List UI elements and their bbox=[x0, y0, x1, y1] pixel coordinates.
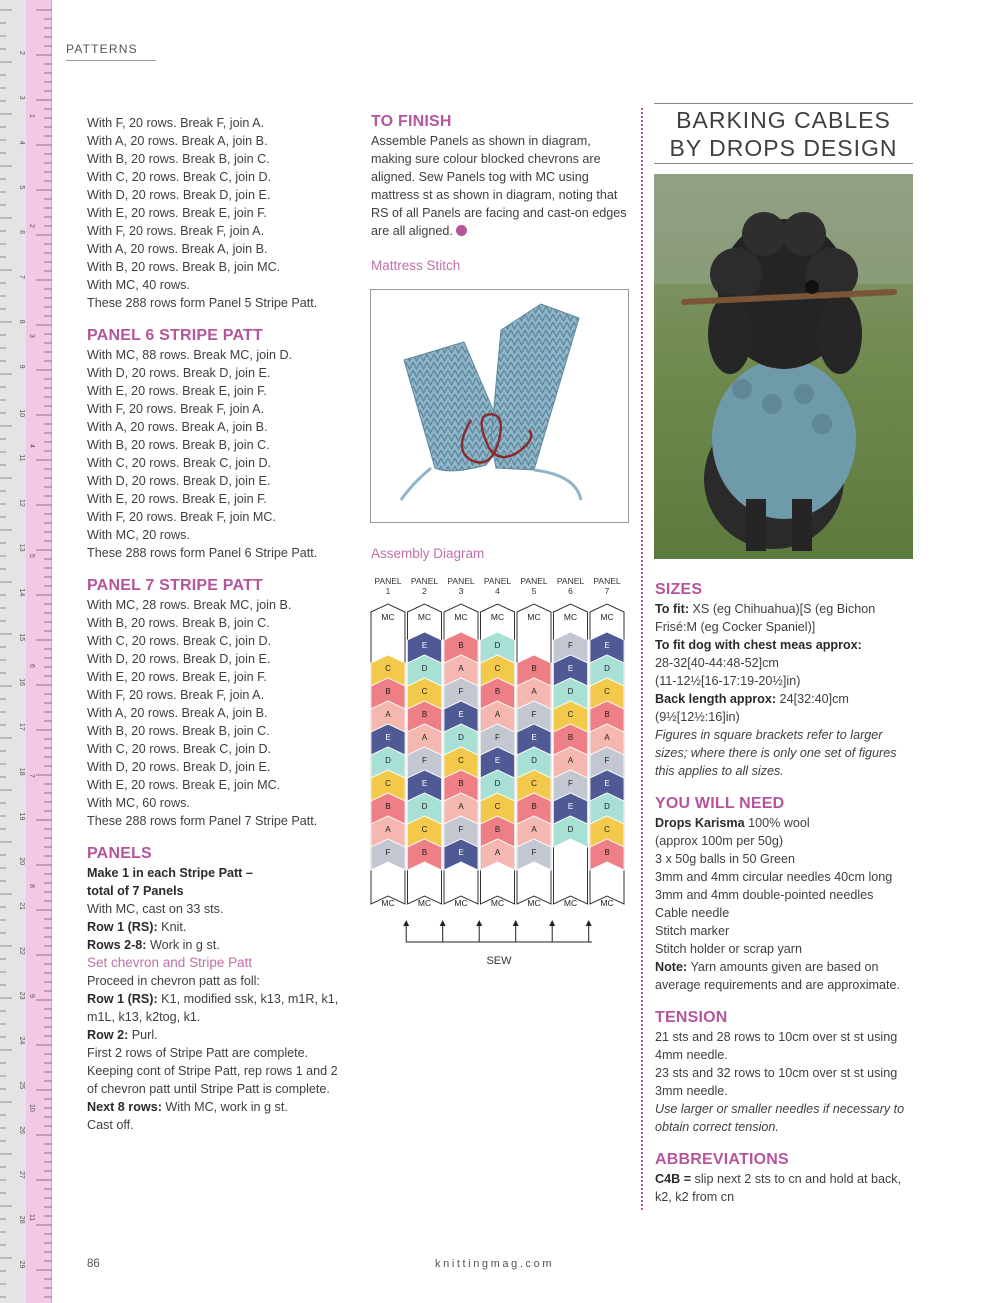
panels-instruction-1: Make 1 in each Stripe Patt – bbox=[87, 866, 253, 880]
panel-label: PANEL bbox=[483, 576, 512, 586]
chevron-label: D bbox=[494, 641, 501, 650]
ruler-inch-number: 8 bbox=[28, 884, 35, 888]
ruler-number: 3 bbox=[18, 95, 25, 100]
ruler-inch-number: 1 bbox=[28, 114, 35, 118]
stripe-line: With E, 20 rows. Break E, join F. bbox=[87, 206, 267, 220]
chevron-label: C bbox=[421, 687, 428, 696]
chevron-label: B bbox=[604, 848, 610, 857]
ruler-inch-number: 7 bbox=[28, 774, 35, 778]
stripe-line: With A, 20 rows. Break A, join B. bbox=[87, 134, 268, 148]
panel7-heading: PANEL 7 STRIPE PATT bbox=[87, 577, 263, 594]
chevron-label: B bbox=[458, 779, 464, 788]
chevron-label: F bbox=[604, 756, 610, 765]
ruler-number: 24 bbox=[18, 1036, 25, 1045]
ruler-inch-number: 10 bbox=[28, 1104, 35, 1112]
chevron-label: F bbox=[531, 710, 537, 719]
chevron-label: C bbox=[494, 802, 501, 811]
panel-bottom-mc: MC bbox=[490, 898, 505, 908]
needs-list bbox=[655, 850, 917, 958]
chevron-label: D bbox=[531, 756, 537, 765]
end-mark-icon bbox=[456, 225, 467, 236]
abbr-text: slip next 2 sts to cn and hold at back, k2, k2 from cn bbox=[655, 1172, 902, 1204]
stripe-line: With C, 20 rows. Break C, join D. bbox=[87, 456, 272, 470]
sew-arrowhead bbox=[476, 920, 482, 926]
ruler-number: 13 bbox=[18, 543, 25, 552]
chevron-label: A bbox=[531, 687, 537, 696]
ruler-inch-number: 9 bbox=[28, 994, 35, 998]
ruler-number: 25 bbox=[18, 1081, 25, 1090]
panel-number: 5 bbox=[531, 586, 537, 596]
panel-number: 6 bbox=[568, 586, 573, 596]
panel-bottom-mc: MC bbox=[563, 898, 578, 908]
ruler-number: 15 bbox=[18, 633, 25, 642]
sizes-heading: SIZES bbox=[655, 581, 703, 598]
sew-label: SEW bbox=[486, 955, 512, 967]
chevron-label: B bbox=[385, 687, 391, 696]
chevron-label: D bbox=[604, 802, 610, 811]
tension-2: 23 sts and 32 rows to 10cm over st st using 3mm needle. bbox=[655, 1066, 898, 1098]
chest-cm: 28-32[40-44:48-52]cm bbox=[655, 656, 779, 670]
sew-arrowhead bbox=[440, 920, 446, 926]
back-length bbox=[655, 690, 917, 708]
ruler-number: 2 bbox=[18, 51, 25, 55]
stripe-line: With MC, 40 rows. bbox=[87, 278, 190, 292]
panel-bottom-mc: MC bbox=[417, 898, 432, 908]
panel-label: PANEL bbox=[410, 576, 439, 586]
ruler-number: 12 bbox=[18, 499, 25, 507]
panel6-heading: PANEL 6 STRIPE PATT bbox=[87, 327, 263, 344]
chevron-label: E bbox=[421, 779, 428, 788]
chevron-label: D bbox=[385, 756, 391, 765]
chevron-label: B bbox=[494, 687, 501, 696]
panel-bottom-mc: MC bbox=[600, 898, 614, 908]
rows28-line bbox=[87, 936, 349, 954]
chevron-label: E bbox=[567, 802, 574, 811]
dog-photo bbox=[654, 174, 913, 559]
next8-label: Next 8 rows: bbox=[87, 1100, 162, 1114]
chevron-label: D bbox=[421, 802, 428, 811]
chevron-label: F bbox=[568, 779, 573, 788]
column-middle bbox=[371, 112, 633, 240]
panel-bottom-mc: MC bbox=[454, 898, 468, 908]
stripe-line: With B, 20 rows. Break B, join C. bbox=[87, 724, 270, 738]
stripe-line: With MC, 60 rows. bbox=[87, 796, 190, 810]
stripe-line: With MC, 20 rows. bbox=[87, 528, 190, 542]
needs-item: Cable needle bbox=[655, 906, 730, 920]
chevron-label: C bbox=[531, 779, 537, 788]
chevron-label: F bbox=[495, 733, 500, 742]
chevron-label: F bbox=[422, 756, 427, 765]
abbr-c4b bbox=[655, 1170, 917, 1206]
tension-heading: TENSION bbox=[655, 1009, 728, 1026]
rows28-text: Work in g st. bbox=[146, 938, 220, 952]
stripe-line: With F, 20 rows. Break F, join A. bbox=[87, 116, 265, 130]
panel-top-mc: MC bbox=[490, 612, 505, 622]
ruler-number: 16 bbox=[18, 678, 25, 686]
column-left bbox=[87, 114, 349, 1134]
assembly-diagram-svg bbox=[368, 572, 630, 972]
ruler-number: 18 bbox=[18, 767, 25, 776]
chevron-label: E bbox=[604, 779, 610, 788]
stripe-line: These 288 rows form Panel 7 Stripe Patt. bbox=[87, 814, 318, 828]
ruler-inch-number: 11 bbox=[28, 1214, 35, 1222]
castoff-text: Cast off. bbox=[87, 1118, 134, 1132]
ruler-number: 7 bbox=[18, 275, 25, 279]
back-cm: 24[32:40]cm bbox=[776, 692, 849, 706]
next8-line bbox=[87, 1098, 349, 1116]
abbr-label: C4B = bbox=[655, 1172, 692, 1186]
panel-number: 1 bbox=[385, 586, 391, 596]
crow2-text: Purl. bbox=[128, 1028, 158, 1042]
back-in: (9½[12½:16]in) bbox=[655, 710, 740, 724]
ruler-number: 8 bbox=[18, 319, 25, 324]
ruler-inch-number: 6 bbox=[28, 664, 35, 668]
sew-arrowhead bbox=[549, 920, 555, 926]
to-finish-text bbox=[371, 132, 633, 240]
panel-label: PANEL bbox=[593, 576, 621, 586]
panel-label: PANEL bbox=[556, 576, 585, 586]
chevron-row2 bbox=[87, 1026, 349, 1044]
stripe-line: With B, 20 rows. Break B, join C. bbox=[87, 152, 270, 166]
dog-photo-svg bbox=[654, 174, 913, 559]
ruler-number: 4 bbox=[18, 140, 25, 145]
stripe-line: With F, 20 rows. Break F, join A. bbox=[87, 402, 265, 416]
stripe-line: With D, 20 rows. Break D, join E. bbox=[87, 188, 271, 202]
stripe-line: With C, 20 rows. Break C, join D. bbox=[87, 170, 272, 184]
ruler-number: 22 bbox=[18, 947, 25, 955]
stripe-line: With A, 20 rows. Break A, join B. bbox=[87, 420, 268, 434]
ruler-number: 29 bbox=[18, 1260, 25, 1269]
proceed-text: Proceed in chevron patt as foll: bbox=[87, 974, 260, 988]
section-header: PATTERNS bbox=[66, 42, 156, 61]
chevron-label: B bbox=[385, 802, 391, 811]
chevron-label: A bbox=[421, 733, 428, 742]
chevron-label: E bbox=[567, 664, 574, 673]
chevron-label: A bbox=[458, 664, 464, 673]
chevron-label: D bbox=[604, 664, 610, 673]
stripe-line: With A, 20 rows. Break A, join B. bbox=[87, 706, 268, 720]
chevron-label: B bbox=[604, 710, 610, 719]
chevron-label: B bbox=[567, 733, 574, 742]
chevron-label: D bbox=[421, 664, 428, 673]
row1-line bbox=[87, 918, 349, 936]
stripe-line: With MC, 28 rows. Break MC, join B. bbox=[87, 598, 292, 612]
panel-number: 2 bbox=[422, 586, 427, 596]
chevron-label: D bbox=[567, 825, 574, 834]
ruler-number: 5 bbox=[18, 185, 25, 190]
back-label: Back length approx: bbox=[655, 692, 777, 706]
yarn-fibre: 100% wool bbox=[744, 816, 810, 830]
chevron-label: C bbox=[604, 825, 610, 834]
ruler-number: 26 bbox=[18, 1126, 25, 1134]
row1-text: Knit. bbox=[157, 920, 187, 934]
first2-text: First 2 rows of Stripe Patt are complete. bbox=[87, 1046, 309, 1060]
stripe-line: With F, 20 rows. Break F, join A. bbox=[87, 688, 265, 702]
needs-item: 3mm and 4mm circular needles 40cm long bbox=[655, 870, 893, 884]
abbreviations-heading: ABBREVIATIONS bbox=[655, 1151, 789, 1168]
pattern-title-line2: BY DROPS DESIGN bbox=[669, 135, 898, 161]
chevron-label: A bbox=[604, 733, 610, 742]
pattern-title-line1: BARKING CABLES bbox=[676, 107, 891, 133]
note-label: Note: bbox=[655, 960, 688, 974]
stripe-line: With D, 20 rows. Break D, join E. bbox=[87, 474, 271, 488]
needs-item: 3mm and 4mm double-pointed needles bbox=[655, 888, 874, 902]
sew-arrowhead bbox=[586, 920, 592, 926]
chevron-label: A bbox=[385, 710, 391, 719]
panel-top-mc: MC bbox=[381, 612, 395, 622]
row1-label: Row 1 (RS): bbox=[87, 920, 158, 934]
tension-note: Use larger or smaller needles if necessary to obtain correct tension. bbox=[655, 1102, 905, 1134]
chevron-subheading: Set chevron and Stripe Patt bbox=[87, 955, 253, 970]
ruler-number: 27 bbox=[18, 1171, 25, 1179]
panel5-stripe-lines bbox=[87, 114, 349, 312]
stripe-line: With E, 20 rows. Break E, join F. bbox=[87, 492, 267, 506]
needs-item: 3 x 50g balls in 50 Green bbox=[655, 852, 796, 866]
chevron-label: C bbox=[604, 687, 610, 696]
stripe-line: With C, 20 rows. Break C, join D. bbox=[87, 742, 272, 756]
crow1-text: K1, modified ssk, k13, m1R, k1, m1L, k13, k2tog, k1. bbox=[87, 992, 339, 1024]
stripe-line: With D, 20 rows. Break D, join E. bbox=[87, 652, 271, 666]
website-url: knittingmag.com bbox=[435, 1258, 555, 1270]
ruler-number: 17 bbox=[18, 723, 25, 731]
to-fit-label: To fit: bbox=[655, 602, 690, 616]
needs-item: Stitch marker bbox=[655, 924, 730, 938]
chevron-label: E bbox=[421, 641, 428, 650]
chevron-label: C bbox=[385, 664, 391, 673]
ruler-number: 21 bbox=[18, 902, 25, 910]
knitted-panels-svg bbox=[371, 290, 628, 522]
chevron-label: A bbox=[531, 825, 537, 834]
panels-heading: PANELS bbox=[87, 845, 152, 862]
chevron-label: B bbox=[421, 848, 428, 857]
mattress-stitch-subheading: Mattress Stitch bbox=[371, 258, 461, 273]
panel-top-mc: MC bbox=[600, 612, 614, 622]
ruler-inch-number: 3 bbox=[28, 334, 35, 338]
chevron-label: F bbox=[568, 641, 573, 650]
panels-instruction-2: total of 7 Panels bbox=[87, 884, 184, 898]
chevron-label: A bbox=[494, 848, 501, 857]
next8-text: With MC, work in g st. bbox=[161, 1100, 288, 1114]
sew-arrowhead bbox=[513, 920, 519, 926]
ruler bbox=[0, 0, 52, 1303]
panel6-stripe-lines bbox=[87, 346, 349, 562]
stripe-line: With A, 20 rows. Break A, join B. bbox=[87, 242, 268, 256]
chevron-label: A bbox=[458, 802, 464, 811]
chevron-label: A bbox=[567, 756, 574, 765]
ruler-inch-number: 4 bbox=[28, 444, 35, 448]
chevron-label: A bbox=[494, 710, 501, 719]
tension-1: 21 sts and 28 rows to 10cm over st st using 4mm needle. bbox=[655, 1030, 898, 1062]
panel-label: PANEL bbox=[374, 576, 402, 586]
stripe-line: With E, 20 rows. Break E, join MC. bbox=[87, 778, 281, 792]
panel-top-mc: MC bbox=[417, 612, 432, 622]
panel7-stripe-lines bbox=[87, 596, 349, 830]
yarn-approx: (approx 100m per 50g) bbox=[655, 834, 784, 848]
chevron-label: E bbox=[458, 848, 464, 857]
to-finish-body: Assemble Panels as shown in diagram, making sure colour blocked chevrons are aligned. Sew Panels tog with MC using mattress st as shown in diagram, noting that RS of all Panels are facing and cast-on edges are all aligned. bbox=[371, 134, 627, 238]
ruler-number: 20 bbox=[18, 857, 25, 866]
chevron-label: B bbox=[494, 825, 501, 834]
crow1-label: Row 1 (RS): bbox=[87, 992, 158, 1006]
stripe-line: With B, 20 rows. Break B, join C. bbox=[87, 616, 270, 630]
chevron-label: D bbox=[494, 779, 501, 788]
ruler-number: 10 bbox=[18, 409, 25, 418]
panel-label: PANEL bbox=[447, 576, 475, 586]
figures-note: Figures in square brackets refer to larger sizes; where there is only one set of figures this applies to all sizes. bbox=[655, 728, 897, 778]
ruler-inch-number: 5 bbox=[28, 554, 35, 558]
chevron-label: C bbox=[458, 756, 464, 765]
stripe-line: With D, 20 rows. Break D, join E. bbox=[87, 760, 271, 774]
ruler-number: 19 bbox=[18, 812, 25, 821]
stripe-line: With C, 20 rows. Break C, join D. bbox=[87, 634, 272, 648]
panel-bottom-mc: MC bbox=[527, 898, 541, 908]
yarn-name: Drops Karisma bbox=[655, 816, 745, 830]
stripe-line: These 288 rows form Panel 6 Stripe Patt. bbox=[87, 546, 318, 560]
stripe-line: With MC, 88 rows. Break MC, join D. bbox=[87, 348, 293, 362]
panel-bottom-mc: MC bbox=[381, 898, 395, 908]
chevron-label: B bbox=[531, 664, 537, 673]
chevron-label: E bbox=[604, 641, 610, 650]
stripe-line: With E, 20 rows. Break E, join F. bbox=[87, 384, 267, 398]
chevron-label: E bbox=[494, 756, 501, 765]
stripe-line: With E, 20 rows. Break E, join F. bbox=[87, 670, 267, 684]
chevron-label: E bbox=[385, 733, 391, 742]
stripe-line: With B, 20 rows. Break B, join C. bbox=[87, 438, 270, 452]
mattress-stitch-illustration bbox=[370, 289, 629, 523]
panel-top-mc: MC bbox=[563, 612, 578, 622]
ruler-number: 14 bbox=[18, 588, 25, 597]
ruler-inch-number: 2 bbox=[28, 224, 35, 228]
sew-arrowhead bbox=[403, 920, 409, 926]
stripe-line: With F, 20 rows. Break F, join MC. bbox=[87, 510, 276, 524]
chevron-label: B bbox=[421, 710, 428, 719]
to-fit-text bbox=[655, 600, 917, 636]
to-fit-value: XS (eg Chihuahua)[S (eg Bichon Frisé:M (eg Cocker Spaniel)] bbox=[655, 602, 876, 634]
to-finish-heading: TO FINISH bbox=[371, 113, 452, 130]
chevron-label: F bbox=[531, 848, 537, 857]
panel-number: 7 bbox=[604, 586, 610, 596]
keeping-text: Keeping cont of Stripe Patt, rep rows 1 and 2 of chevron patt until Stripe Patt is complete. bbox=[87, 1064, 338, 1096]
stripe-line: With B, 20 rows. Break B, join MC. bbox=[87, 260, 281, 274]
page-number: 86 bbox=[87, 1258, 100, 1270]
chevron-label: F bbox=[458, 687, 464, 696]
chevron-row1 bbox=[87, 990, 349, 1026]
assembly-diagram bbox=[368, 572, 630, 972]
chevron-label: E bbox=[531, 733, 537, 742]
chevron-label: E bbox=[458, 710, 464, 719]
chevron-label: C bbox=[494, 664, 501, 673]
stripe-line: These 288 rows form Panel 5 Stripe Patt. bbox=[87, 296, 318, 310]
note-text bbox=[655, 958, 917, 994]
panel-top-mc: MC bbox=[454, 612, 468, 622]
stripe-line: With D, 20 rows. Break D, join E. bbox=[87, 366, 271, 380]
chevron-label: B bbox=[531, 802, 537, 811]
chevron-label: A bbox=[385, 825, 391, 834]
ruler-number: 9 bbox=[18, 364, 25, 369]
chevron-label: F bbox=[458, 825, 464, 834]
rows28-label: Rows 2-8: bbox=[87, 938, 147, 952]
chevron-label: B bbox=[458, 641, 464, 650]
you-will-need-heading: YOU WILL NEED bbox=[655, 795, 785, 812]
ruler-number: 28 bbox=[18, 1215, 25, 1224]
panel-label: PANEL bbox=[520, 576, 548, 586]
column-divider bbox=[641, 108, 643, 1210]
ruler-ticks bbox=[0, 0, 52, 1303]
yarn-line bbox=[655, 814, 917, 832]
chevron-label: C bbox=[421, 825, 428, 834]
ruler-number: 11 bbox=[18, 454, 25, 462]
note-body: Yarn amounts given are based on average requirements and are approximate. bbox=[655, 960, 901, 992]
panel-number: 3 bbox=[458, 586, 464, 596]
chevron-label: F bbox=[385, 848, 391, 857]
ruler-number: 6 bbox=[18, 230, 25, 235]
panel-number: 4 bbox=[495, 586, 500, 596]
ruler-number: 23 bbox=[18, 991, 25, 1000]
chevron-label: D bbox=[458, 733, 464, 742]
needs-item: Stitch holder or scrap yarn bbox=[655, 942, 802, 956]
panel-top-mc: MC bbox=[527, 612, 541, 622]
cast-on-text: With MC, cast on 33 sts. bbox=[87, 902, 224, 916]
column-right bbox=[655, 580, 917, 1206]
chest-in: (11-12½[16-17:19-20½]in) bbox=[655, 674, 801, 688]
chevron-label: D bbox=[567, 687, 574, 696]
assembly-diagram-subheading: Assembly Diagram bbox=[371, 546, 485, 561]
chest-label: To fit dog with chest meas approx: bbox=[655, 638, 862, 652]
stripe-line: With F, 20 rows. Break F, join A. bbox=[87, 224, 265, 238]
crow2-label: Row 2: bbox=[87, 1028, 129, 1042]
chevron-label: C bbox=[567, 710, 574, 719]
chevron-label: C bbox=[385, 779, 391, 788]
pattern-title bbox=[654, 103, 913, 164]
